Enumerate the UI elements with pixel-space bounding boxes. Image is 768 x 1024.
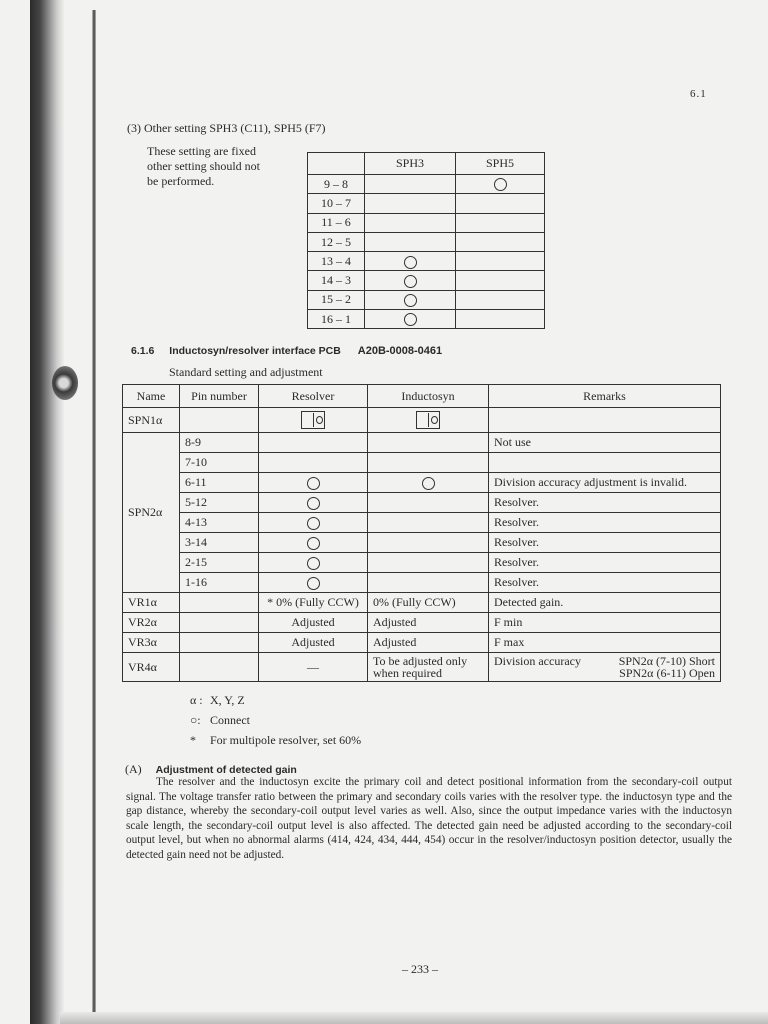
section-3-title: (3) Other setting SPH3 (C11), SPH5 (F7) [127,121,326,135]
remarks-cell: Resolver. [489,493,721,513]
sph5-cell [456,252,545,271]
remarks-cell: Resolver. [489,513,721,533]
section-number: 6.1.6 [131,345,155,357]
section-6-1-6-heading [131,345,442,357]
section-title: Adjustment of detected gain [155,764,297,776]
table-row [123,433,721,453]
note-item [190,730,361,750]
remarks-cell [489,653,721,682]
sph3-cell [365,310,456,329]
name-cell: SPN2α [123,433,180,593]
pin-label-cell: 9 – 8 [308,175,365,194]
sph3-cell [365,175,456,194]
table-row [123,408,721,433]
note-line: other setting should not [147,159,260,173]
table-row [308,252,545,271]
connect-circle-icon [307,497,320,510]
sph5-cell [456,290,545,309]
resolver-cell [259,533,368,553]
resolver-cell: * 0% (Fully CCW) [259,593,368,613]
inductosyn-cell: Adjusted [368,633,489,653]
short-plug-switch-icon [301,411,325,429]
note-symbol: * [190,733,196,747]
remarks-cell: Resolver. [489,533,721,553]
inductosyn-cell: Adjusted [368,613,489,633]
sph3-cell [365,290,456,309]
pin-cell: 5-12 [180,493,259,513]
remarks-cell: Resolver. [489,573,721,593]
sph5-cell [456,232,545,251]
inductosyn-cell [368,553,489,573]
resolver-cell [259,573,368,593]
note-item [190,690,361,710]
sph3-cell [365,194,456,213]
header-cell: SPH5 [456,153,545,175]
table-row [123,453,721,473]
name-cell: SPN1α [123,408,180,433]
connect-circle-icon [307,537,320,550]
header-cell: Name [123,385,180,408]
remarks-cell: Division accuracy adjustment is invalid. [489,473,721,493]
header-cell: Remarks [489,385,721,408]
remarks-cell: Not use [489,433,721,453]
pin-label-cell: 16 – 1 [308,310,365,329]
inductosyn-cell [368,533,489,553]
sph5-cell [456,194,545,213]
section-subtitle: Standard setting and adjustment [169,365,323,379]
connect-circle-icon [422,477,435,490]
connect-circle-icon [404,275,417,288]
sph3-cell [365,232,456,251]
sph5-cell [456,213,545,232]
cell-line: SPN2α (6-11) Open [619,666,715,680]
section-title: Inductosyn/resolver interface PCB [169,345,341,357]
table-row [308,194,545,213]
book-spine-shadow [30,0,64,1024]
fixed-setting-note [147,144,287,189]
pin-cell: 2-15 [180,553,259,573]
pin-label-cell: 11 – 6 [308,213,365,232]
cell-line: To be adjusted only [373,654,468,668]
name-cell: VR2α [123,613,180,633]
sph5-cell [456,271,545,290]
header-cell [308,153,365,175]
short-plug-switch-icon [416,411,440,429]
table-row [123,593,721,613]
pin-cell: 4-13 [180,513,259,533]
note-text: X, Y, Z [210,693,245,707]
resolver-cell [259,453,368,473]
pin-cell [180,408,259,433]
inductosyn-cell [368,493,489,513]
connect-circle-icon [494,178,507,191]
resolver-cell [259,408,368,433]
page-bottom-shadow [60,1012,768,1024]
connect-circle-icon [404,256,417,269]
table-row [123,533,721,553]
note-symbol: α : [190,693,203,707]
note-line: These setting are fixed [147,144,256,158]
table-row [123,613,721,633]
table-row [123,513,721,533]
inductosyn-cell [368,573,489,593]
remarks-cell: Detected gain. [489,593,721,613]
resolver-cell [259,513,368,533]
note-text: For multipole resolver, set 60% [210,733,362,747]
inductosyn-cell [368,513,489,533]
pin-cell [180,613,259,633]
pin-label-cell: 13 – 4 [308,252,365,271]
remarks-cell [489,408,721,433]
table-row [123,633,721,653]
table-row [308,290,545,309]
note-symbol: ○: [190,713,201,727]
pin-cell [180,633,259,653]
remarks-cell: F min [489,613,721,633]
part-number: A20B-0008-0461 [357,345,443,357]
pin-cell: 1-16 [180,573,259,593]
table-row [123,553,721,573]
pin-cell: 6-11 [180,473,259,493]
pin-label-cell: 15 – 2 [308,290,365,309]
page-number: – 233 – [402,962,438,976]
resolver-cell [259,473,368,493]
remarks-cell: Resolver. [489,553,721,573]
cell-line: when required [373,666,442,680]
connect-circle-icon [404,313,417,326]
header-cell: Resolver [259,385,368,408]
header-cell: Pin number [180,385,259,408]
name-cell: VR4α [123,653,180,682]
body-paragraph: The resolver and the inductosyn excite the primary coil and detect positional information from the secondary-coil output signal. The voltage transfer ratio between the primary and secondary coils varies with the resolver type. the inductosyn type and the gap distance, whereby the secondary-coil output level varies as well. Also, since the output impedance varies with the inductosyn scale length, the secondary-coil output level is also affected. The detected gain need be adjusted according to the secondary-coil output level, but when no abnormal alarms (414, 424, 434, 444, 454) occur in the resolver/inductosyn position detector, usually the detected gain need not be adjusted. [126,776,732,861]
section-label: (A) [125,762,142,776]
table-row [123,473,721,493]
connect-circle-icon [404,294,417,307]
table-header-row [308,153,545,175]
page-edge-line [92,10,96,1015]
table-row [308,232,545,251]
note-text: Connect [210,713,250,727]
sph5-cell [456,175,545,194]
binder-ring [52,366,78,400]
inductosyn-cell [368,653,489,682]
name-cell: VR3α [123,633,180,653]
header-cell: SPH3 [365,153,456,175]
sph5-cell [456,310,545,329]
page-reference: 6.1 [690,88,707,100]
pin-label-cell: 14 – 3 [308,271,365,290]
table-header-row [123,385,721,408]
inductosyn-cell [368,473,489,493]
connect-circle-icon [307,557,320,570]
pin-cell [180,653,259,682]
pin-cell: 7-10 [180,453,259,473]
resolver-cell [259,433,368,453]
table-row [123,573,721,593]
remarks-cell [489,453,721,473]
resolver-cell: Adjusted [259,633,368,653]
legend-notes [190,690,361,750]
connect-circle-icon [307,477,320,490]
pin-label-cell: 12 – 5 [308,232,365,251]
sph3-cell [365,271,456,290]
sph3-cell [365,213,456,232]
pin-cell [180,593,259,613]
sph3-cell [365,252,456,271]
table-row [308,175,545,194]
pin-label-cell: 10 – 7 [308,194,365,213]
table-row [308,310,545,329]
name-cell: VR1α [123,593,180,613]
cell-line: SPN2α (7-10) Short [618,654,715,668]
remarks-label: Division accuracy [494,654,581,668]
connect-circle-icon [307,517,320,530]
table-row [123,493,721,513]
note-item [190,710,361,730]
table-row [308,213,545,232]
inductosyn-cell [368,453,489,473]
resolver-cell [259,553,368,573]
table-row [123,653,721,682]
setting-adjustment-table [122,384,721,682]
table-row [308,271,545,290]
remarks-cell: F max [489,633,721,653]
remarks-detail [619,655,715,679]
resolver-cell: Adjusted [259,613,368,633]
pin-cell: 3-14 [180,533,259,553]
header-cell: Inductosyn [368,385,489,408]
note-line: be performed. [147,174,215,188]
connect-circle-icon [307,577,320,590]
inductosyn-cell [368,433,489,453]
resolver-cell: — [259,653,368,682]
inductosyn-cell [368,408,489,433]
resolver-cell [259,493,368,513]
sph-setting-table [307,152,545,329]
inductosyn-cell: 0% (Fully CCW) [368,593,489,613]
pin-cell: 8-9 [180,433,259,453]
